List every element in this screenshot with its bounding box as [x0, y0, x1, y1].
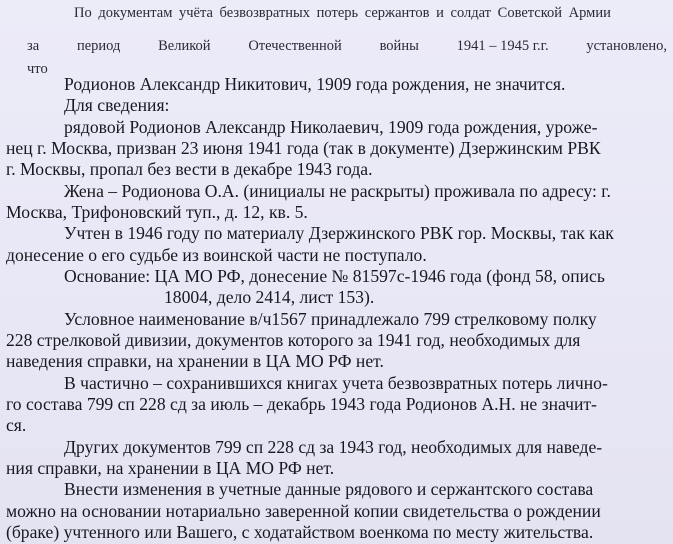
- body-line-1: Родионов Александр Никитович, 1909 года рождения, не значится.: [64, 74, 566, 94]
- body-line-4: нец г. Москва, призван 23 июня 1941 года (так в документе) Дзержинским РВК: [6, 138, 601, 158]
- header-word: Великой: [158, 38, 211, 54]
- body-line-13: 228 стрелковой дивизии, документов которого за 1941 год, необходимых для: [6, 330, 581, 350]
- body-line-10: Основание: ЦА МО РФ, донесение № 81597с-1946 года (фонд 58, опись: [64, 266, 605, 286]
- header-word: за: [27, 38, 40, 54]
- body-line-18: Других документов 799 сп 228 сд за 1943 год, необходимых для наведе-: [64, 437, 603, 457]
- header-word: период: [76, 38, 121, 54]
- body-line-22: (браке) учтенного или Вашего, с ходатайством военкома по месту жительства.: [6, 522, 594, 542]
- body-line-21: можно на основании нотариально заверенной копии свидетельства о рождении: [6, 501, 601, 521]
- body-line-3: рядовой Родионов Александр Николаевич, 1909 года рождения, урожe-: [64, 117, 598, 137]
- body-line-17: ся.: [6, 415, 27, 435]
- header-word: войны: [379, 38, 419, 54]
- body-line-9: донесение о его судьбе из воинской части не поступало.: [6, 245, 427, 265]
- body-line-11: 18004, дело 2414, лист 153).: [164, 287, 375, 307]
- header-word: Отечественной: [248, 38, 342, 54]
- body-line-6: Жена – Родионова О.А. (инициалы не раскрыты) проживала по адресу: г.: [64, 181, 611, 201]
- body-line-19: ния справки, на хранении в ЦА МО РФ нет.: [6, 458, 335, 478]
- body-line-8: Учтен в 1946 году по материалу Дзержинского РВК гор. Москвы, так как: [64, 223, 614, 243]
- body-line-14: наведения справки, на хранении в ЦА МО РФ нет.: [6, 351, 384, 371]
- header-line-2: [27, 39, 667, 54]
- body-line-2: Для сведения:: [64, 95, 170, 115]
- body-line-16: го состава 799 сп 228 сд за июль – декабрь 1943 года Родионов А.Н. не значит-: [6, 394, 597, 414]
- header-line-1: По документам учёта безвозвратных потерь сержантов и солдат Советской Армии: [74, 5, 611, 21]
- body-line-20: Внести изменения в учетные данные рядового и сержантского состава: [64, 479, 594, 499]
- body-line-12: Условное наименование в/ч1567 принадлежало 799 стрелковому полку: [64, 309, 597, 329]
- body-line-5: г. Москвы, пропал без вести в декабре 1943 года.: [6, 159, 373, 179]
- header-word: установлено,: [586, 38, 667, 54]
- header-word: 1941 – 1945 г.г.: [456, 38, 549, 54]
- body-line-7: Москва, Трифоновский туп., д. 12, кв. 5.: [6, 202, 308, 222]
- body-line-15: В частично – сохранившихся книгах учета безвозвратных потерь лично-: [64, 373, 608, 393]
- header-line-3: что: [27, 61, 48, 77]
